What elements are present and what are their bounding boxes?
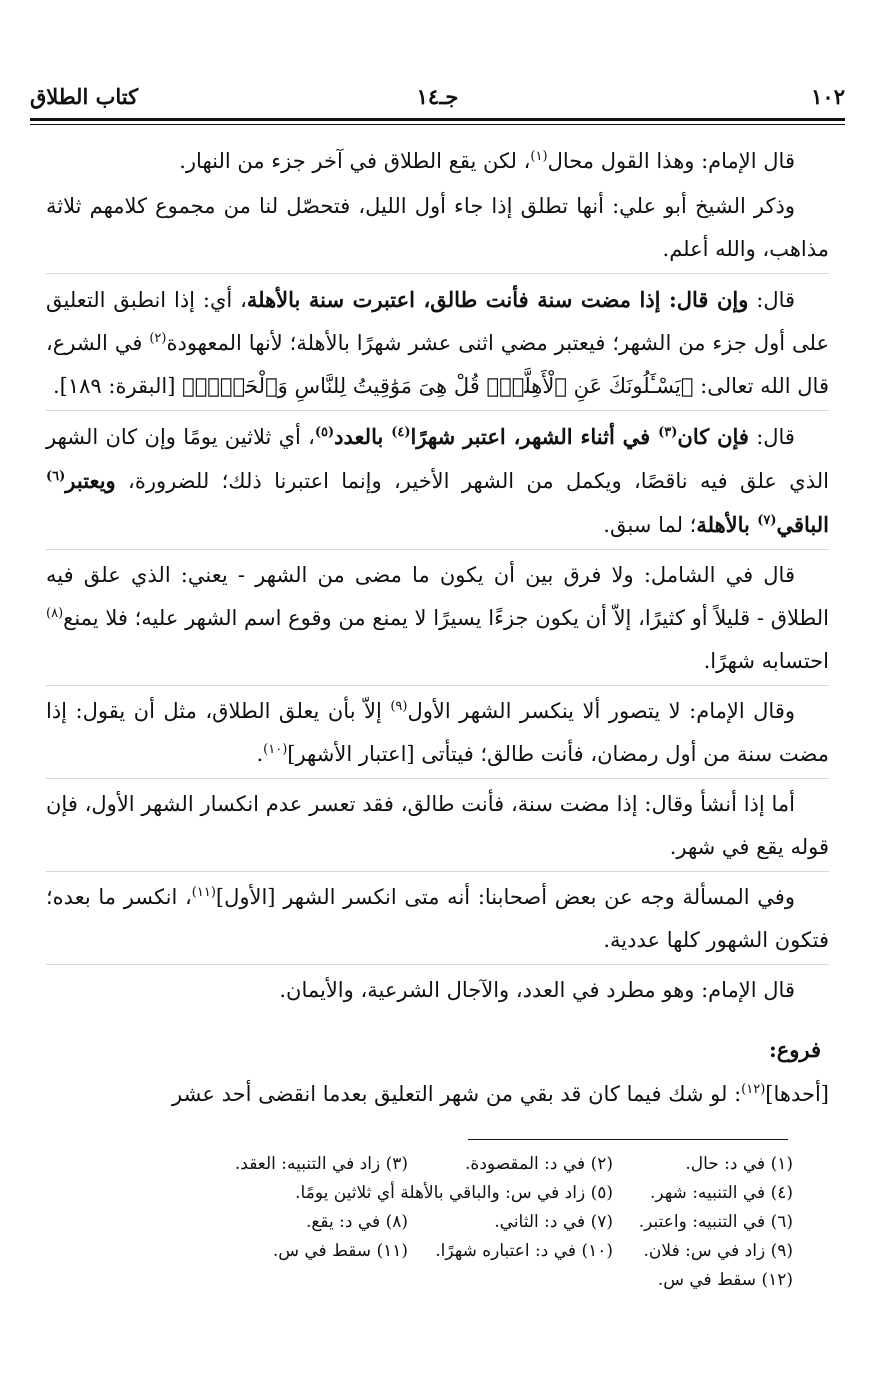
- paragraph: أما إذا أنشأ وقال: إذا مضت سنة، فأنت طالق، فقد تعسر عدم انكسار الشهر الأول، فإن قوله يقع في شهر.: [46, 778, 829, 869]
- paragraph: قال الإمام: وهو مطرد في العدد، والآجال الشرعية، والأيمان.: [46, 964, 829, 1012]
- running-header: [30, 78, 845, 114]
- footnote-row: [120, 1237, 793, 1266]
- footnote: (٤) في التنبيه: شهر.: [649, 1183, 793, 1203]
- footnote: (٩) زاد في س: فلان.: [643, 1241, 793, 1261]
- footnote: (٥) زاد في س: والباقي بالأهلة أي ثلاثين يومًا.: [295, 1183, 613, 1203]
- footnote: (٣) زاد في التنبيه: العقد.: [234, 1154, 408, 1174]
- footnote-row: [120, 1266, 793, 1295]
- footnote-row: [120, 1179, 793, 1208]
- footnotes: [120, 1150, 793, 1295]
- footnote-separator: [468, 1139, 788, 1140]
- footnote: (٦) في التنبيه: واعتبر.: [638, 1212, 793, 1232]
- footnote-row: [120, 1208, 793, 1237]
- footnote: (١١) سقط في س.: [272, 1241, 408, 1261]
- footnote: (٢) في د: المقصودة.: [465, 1154, 613, 1174]
- paragraph: قال: فإن كان$^{(٣)}$ في أثناء الشهر، اعتبر شهرًا$^{(٤)}$ بالعدد$^{(٥)}$، أي ثلاثين يومًا وإن كان الشهر الذي علق فيه ناقصًا، ويكمل من الشهر الأخير، وإنما اعتبرنا ذلك؛ للضرورة، ويعتبر$^{(٦)}$ الباقي$^{(٧)}$ بالأهلة؛ لما سبق.: [46, 410, 829, 547]
- paragraph: وقال الإمام: لا يتصور ألا ينكسر الشهر الأول$^{(٩)}$ إلاّ بأن يعلق الطلاق، مثل أن يقول: إذا مضت سنة من أول رمضان، فأنت طالق؛ فيتأتى [اعتبار الأشهر]$^{(١٠)}$.: [46, 685, 829, 776]
- volume-label: جـ١٤: [416, 83, 459, 109]
- main-text: [46, 140, 829, 1118]
- paragraph: قال في الشامل: ولا فرق بين أن يكون ما مضى من الشهر - يعني: الذي علق فيه الطلاق - قليلاً أو كثيرًا، إلاّ أن يكون جزءًا يسيرًا لا يمنع من وقوع اسم الشهر عليه؛ فلا يمنع$^{(٨)}$ احتسابه شهرًا.: [46, 549, 829, 683]
- paragraph: فروع:: [768, 1037, 821, 1062]
- book-title: كتاب الطلاق: [30, 83, 139, 109]
- page-number: ١٠٢: [811, 83, 845, 109]
- footnote: (١٠) في د: اعتباره شهرًا.: [435, 1241, 613, 1261]
- header-rule-thin: [30, 124, 845, 125]
- footnote: (١) في د: حال.: [685, 1154, 793, 1174]
- header-rule-thick: [30, 118, 845, 121]
- paragraph: وذكر الشيخ أبو علي: أنها تطلق إذا جاء أول الليل، فتحصّل لنا من مجموع كلامهم ثلاثة مذاهب، والله أعلم.: [46, 194, 829, 261]
- paragraph: وفي المسألة وجه عن بعض أصحابنا: أنه متى انكسر الشهر [الأول]$^{(١١)}$، انكسر ما بعده؛ فتكون الشهور كلها عددية.: [46, 871, 829, 962]
- paragraph: قال الإمام: وهذا القول محال$^{(١)}$، لكن يقع الطلاق في آخر جزء من النهار.: [179, 149, 795, 173]
- paragraph: [أحدها]$^{(١٢)}$: لو شك فيما كان قد بقي من شهر التعليق بعدما انقضى أحد عشر: [172, 1082, 829, 1106]
- paragraph: قال: وإن قال: إذا مضت سنة فأنت طالق، اعتبرت سنة بالأهلة، أي: إذا انطبق التعليق على أول جزء من الشهر؛ فيعتبر مضي اثنى عشر شهرًا بالأهلة؛ لأنها المعهودة$^{(٢)}$ في الشرع، قال الله تعالى: ﴿يَسْـَٔلُونَكَ عَنِ ٱلْأَهِلَّةِۖ قُلْ هِىَ مَوَٰقِيتُ لِلنَّاسِ وَٱلْحَجِّۗ﴾ [البقرة: ١٨٩].: [46, 273, 829, 408]
- footnote-row: [120, 1150, 793, 1179]
- footnote: (٨) في د: يقع.: [305, 1212, 408, 1232]
- footnote: (١٢) سقط في س.: [657, 1270, 793, 1290]
- footnote: (٧) في د: الثاني.: [494, 1212, 613, 1232]
